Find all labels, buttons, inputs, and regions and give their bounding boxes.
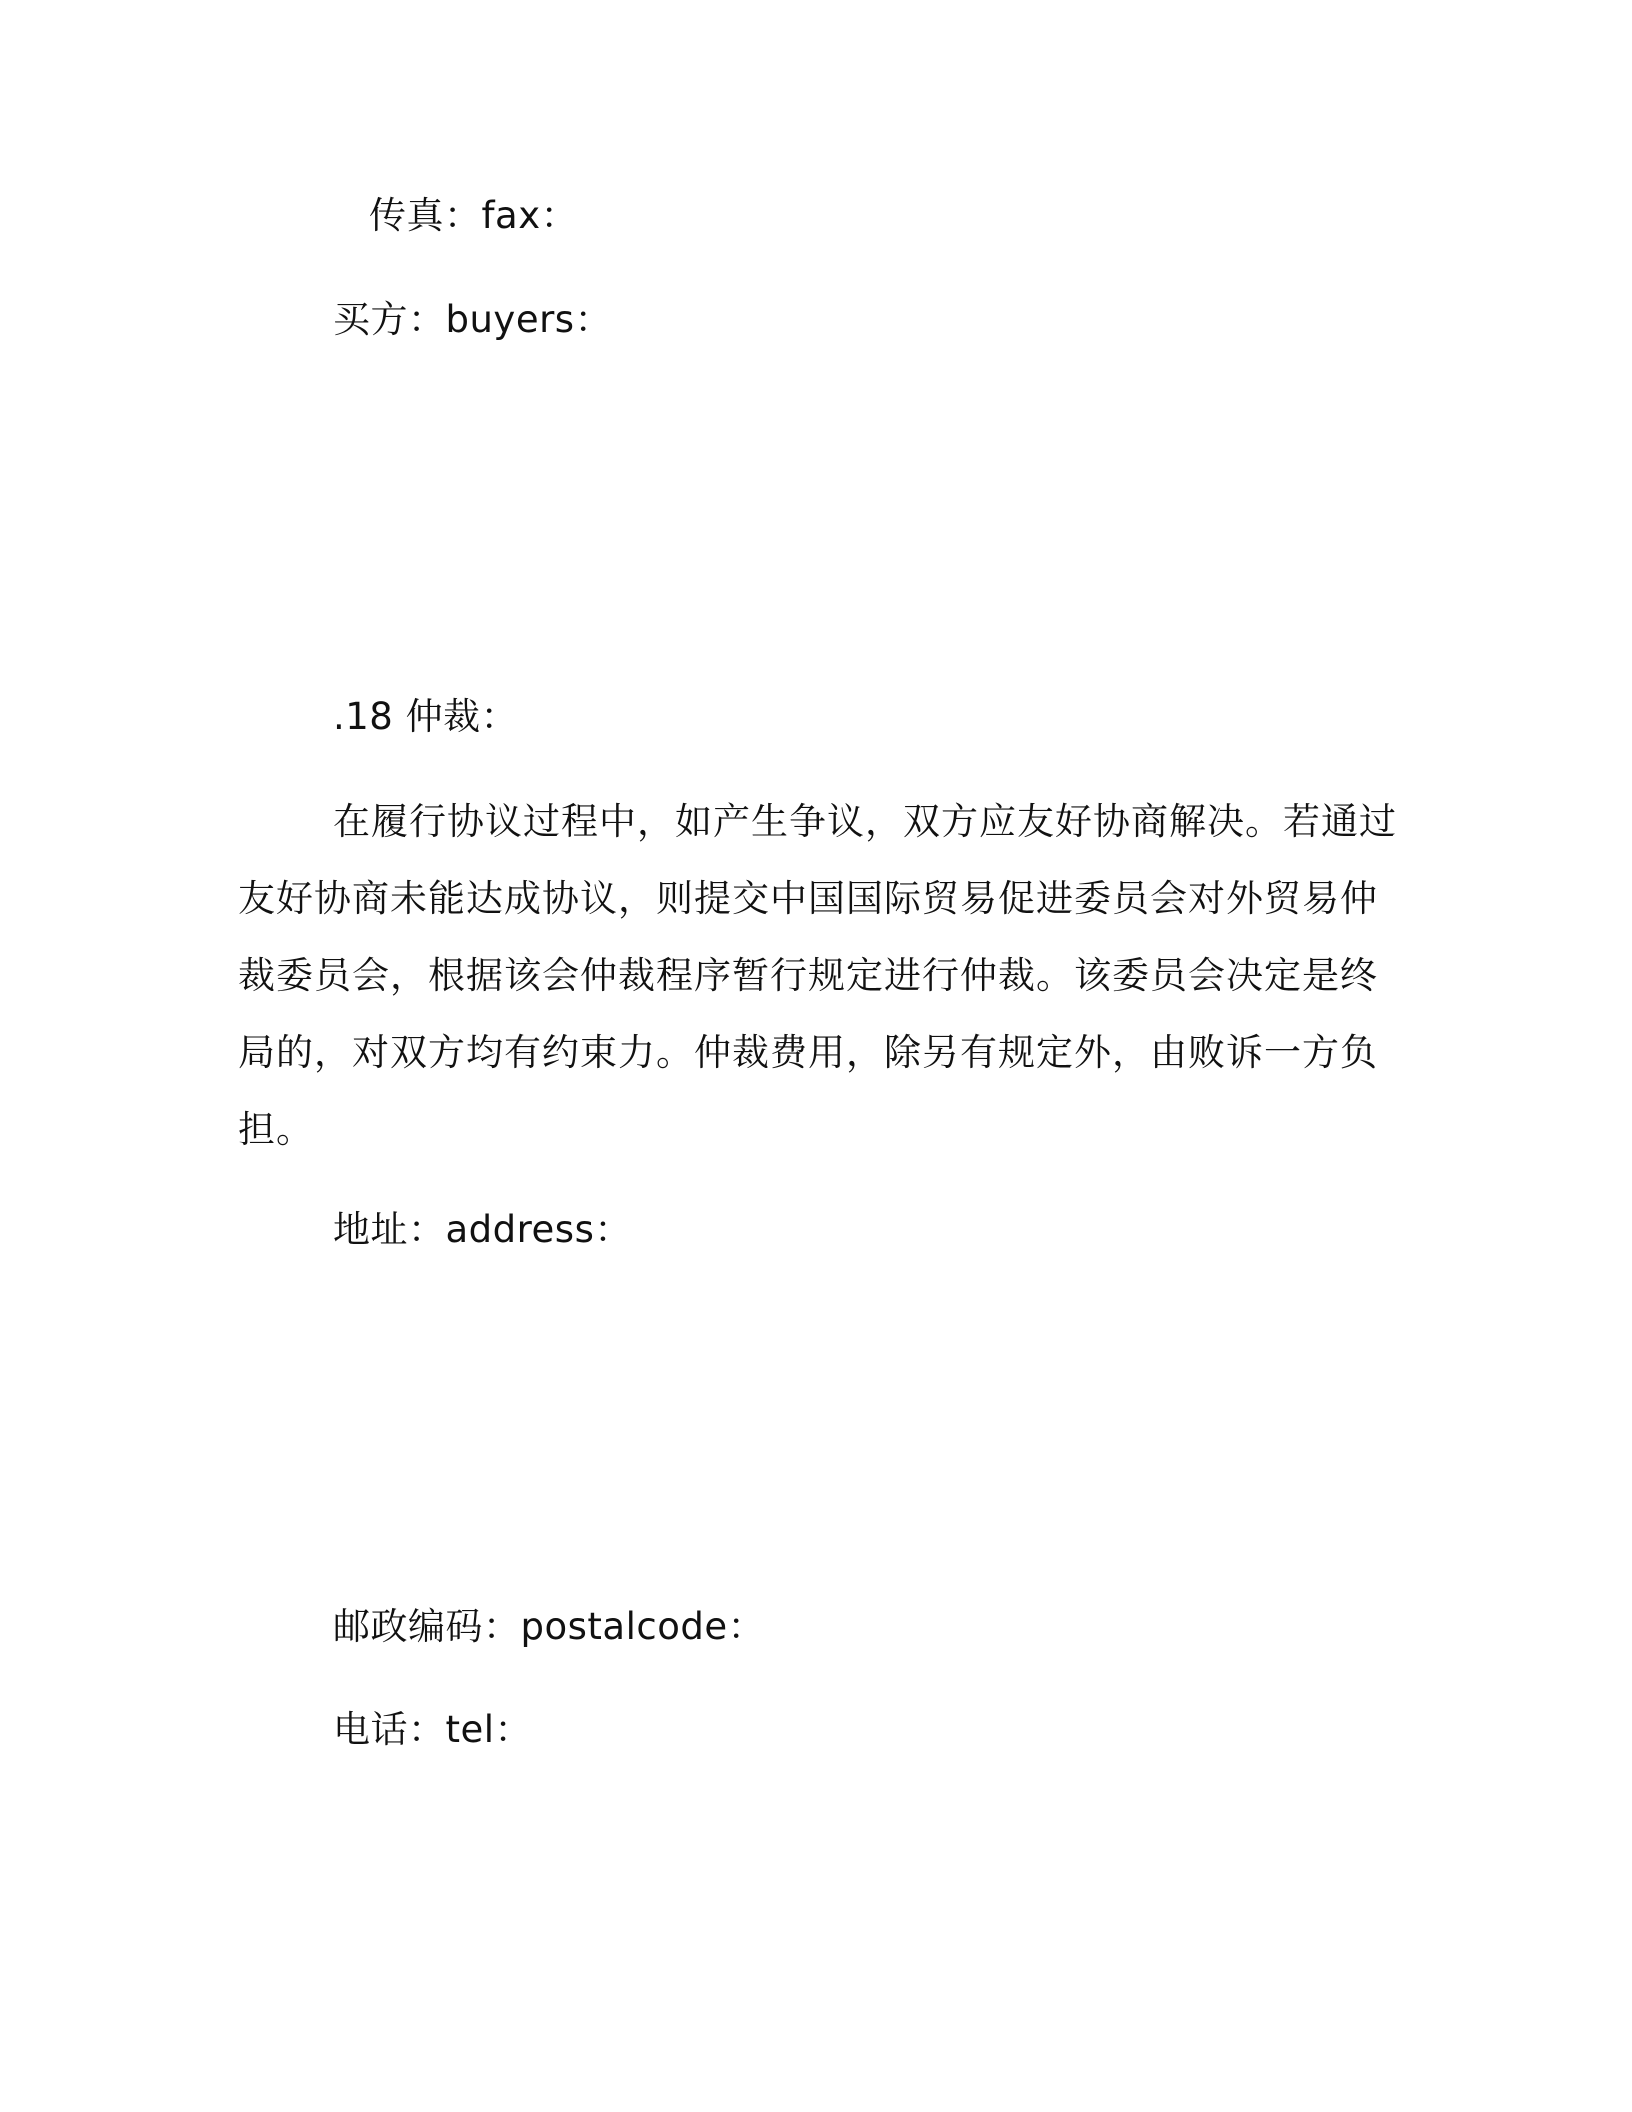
buyers-label: 买方：buyers： [333, 298, 613, 341]
section-heading-arbitration: .18 仲裁： [333, 695, 519, 738]
arbitration-line: 局的，对双方均有约束力。仲裁费用，除另有规定外，由败诉一方负 [238, 1031, 1378, 1074]
fax-label: 传真：fax： [369, 194, 579, 237]
address-label: 地址：address： [333, 1208, 632, 1251]
tel-label: 电话：tel： [333, 1708, 533, 1751]
postalcode-label: 邮政编码：postalcode： [333, 1605, 766, 1648]
arbitration-line: 友好协商未能达成协议，则提交中国国际贸易促进委员会对外贸易仲 [238, 877, 1378, 920]
arbitration-paragraph [238, 783, 1397, 1168]
arbitration-line: 在履行协议过程中，如产生争议，双方应友好协商解决。若通过 [333, 800, 1397, 843]
arbitration-line: 裁委员会，根据该会仲裁程序暂行规定进行仲裁。该委员会决定是终 [238, 954, 1378, 997]
arbitration-line: 担。 [238, 1108, 314, 1151]
